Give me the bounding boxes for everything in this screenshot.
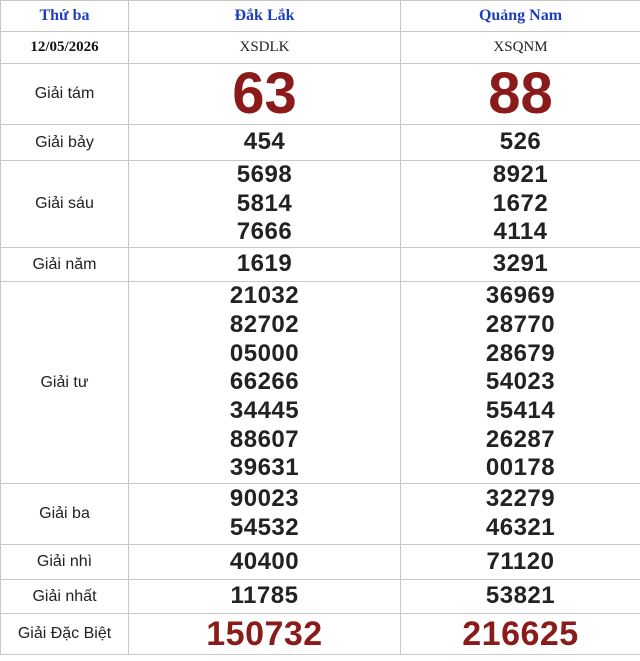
prize-number: 4114 — [493, 218, 548, 246]
prize-row-g7 — [1, 125, 640, 161]
prize-number: 11785 — [230, 582, 299, 610]
prize-row-g5 — [1, 248, 640, 282]
prize-number: 88607 — [229, 425, 300, 453]
prize-cell — [129, 580, 401, 614]
day-of-week: Thứ ba — [1, 1, 129, 32]
prize-number: 216625 — [462, 615, 579, 654]
draw-date: 12/05/2026 — [1, 32, 129, 64]
prize-cell — [129, 125, 401, 161]
prize-cell — [401, 545, 640, 580]
prize-cell — [401, 161, 640, 248]
header-row — [1, 1, 640, 32]
province-name-2[interactable]: Quảng Nam — [401, 1, 640, 32]
prize-cell — [401, 282, 640, 484]
prize-cell — [401, 484, 640, 545]
prize-number: 28679 — [485, 339, 556, 367]
prize-label: Giải bảy — [1, 125, 129, 161]
prize-label: Giải ba — [1, 484, 129, 545]
province-code-2: XSQNM — [401, 32, 640, 64]
prize-cell — [129, 484, 401, 545]
prize-cell — [401, 248, 640, 282]
prize-number: 28770 — [485, 310, 556, 338]
prize-number: 66266 — [229, 368, 300, 396]
prize-number: 39631 — [229, 454, 300, 482]
prize-number: 34445 — [229, 396, 300, 424]
prize-cell — [129, 282, 401, 484]
prize-cell — [401, 580, 640, 614]
prize-number: 71120 — [486, 547, 555, 575]
prize-label: Giải tám — [1, 64, 129, 125]
prize-cell — [129, 248, 401, 282]
prize-cell — [129, 161, 401, 248]
prize-row-special — [1, 614, 640, 655]
prize-number: 88 — [488, 61, 553, 126]
prize-label: Giải năm — [1, 248, 129, 282]
prize-number: 5814 — [236, 189, 293, 217]
prize-number: 7666 — [236, 218, 293, 246]
prize-cell — [129, 61, 401, 126]
prize-number: 54023 — [485, 368, 556, 396]
prize-label: Giải nhất — [1, 580, 129, 614]
prize-number: 26287 — [485, 425, 556, 453]
prize-number: 82702 — [229, 310, 300, 338]
prize-cell — [401, 125, 640, 161]
prize-label: Giải sáu — [1, 161, 129, 248]
prize-row-g4 — [1, 282, 640, 484]
prize-number: 8921 — [492, 161, 549, 188]
prize-number: 55414 — [485, 396, 556, 424]
prize-number: 46321 — [485, 514, 556, 542]
prize-number: 53821 — [485, 582, 556, 610]
prize-cell — [401, 614, 640, 655]
prize-label: Giải Đặc Biệt — [1, 614, 129, 655]
prize-cell — [401, 61, 640, 126]
prize-number: 526 — [499, 128, 542, 156]
prize-number: 00178 — [485, 454, 556, 482]
prize-row-g6 — [1, 161, 640, 248]
prize-number: 454 — [243, 128, 286, 156]
prize-number: 21032 — [229, 282, 300, 310]
prize-row-g3 — [1, 484, 640, 545]
prize-row-g2 — [1, 545, 640, 580]
province-name-1[interactable]: Đắk Lắk — [129, 1, 401, 32]
prize-number: 36969 — [485, 282, 556, 310]
prize-label: Giải tư — [1, 282, 129, 484]
prize-cell — [129, 614, 401, 655]
prize-number: 90023 — [229, 485, 300, 513]
prize-number: 5698 — [236, 161, 293, 188]
prize-row-g1 — [1, 580, 640, 614]
prize-number: 54532 — [229, 514, 300, 542]
prize-number: 40400 — [229, 547, 300, 575]
prize-number: 63 — [232, 61, 297, 126]
prize-row-g8 — [1, 64, 640, 125]
prize-number: 05000 — [229, 339, 300, 367]
prize-label: Giải nhì — [1, 545, 129, 580]
date-code-row — [1, 32, 640, 64]
prize-number: 150732 — [206, 615, 323, 654]
prize-number: 32279 — [485, 485, 556, 513]
prize-cell — [129, 545, 401, 580]
prize-number: 3291 — [492, 250, 549, 278]
province-code-1: XSDLK — [129, 32, 401, 64]
prize-number: 1672 — [492, 189, 549, 217]
prize-number: 1619 — [236, 250, 293, 278]
